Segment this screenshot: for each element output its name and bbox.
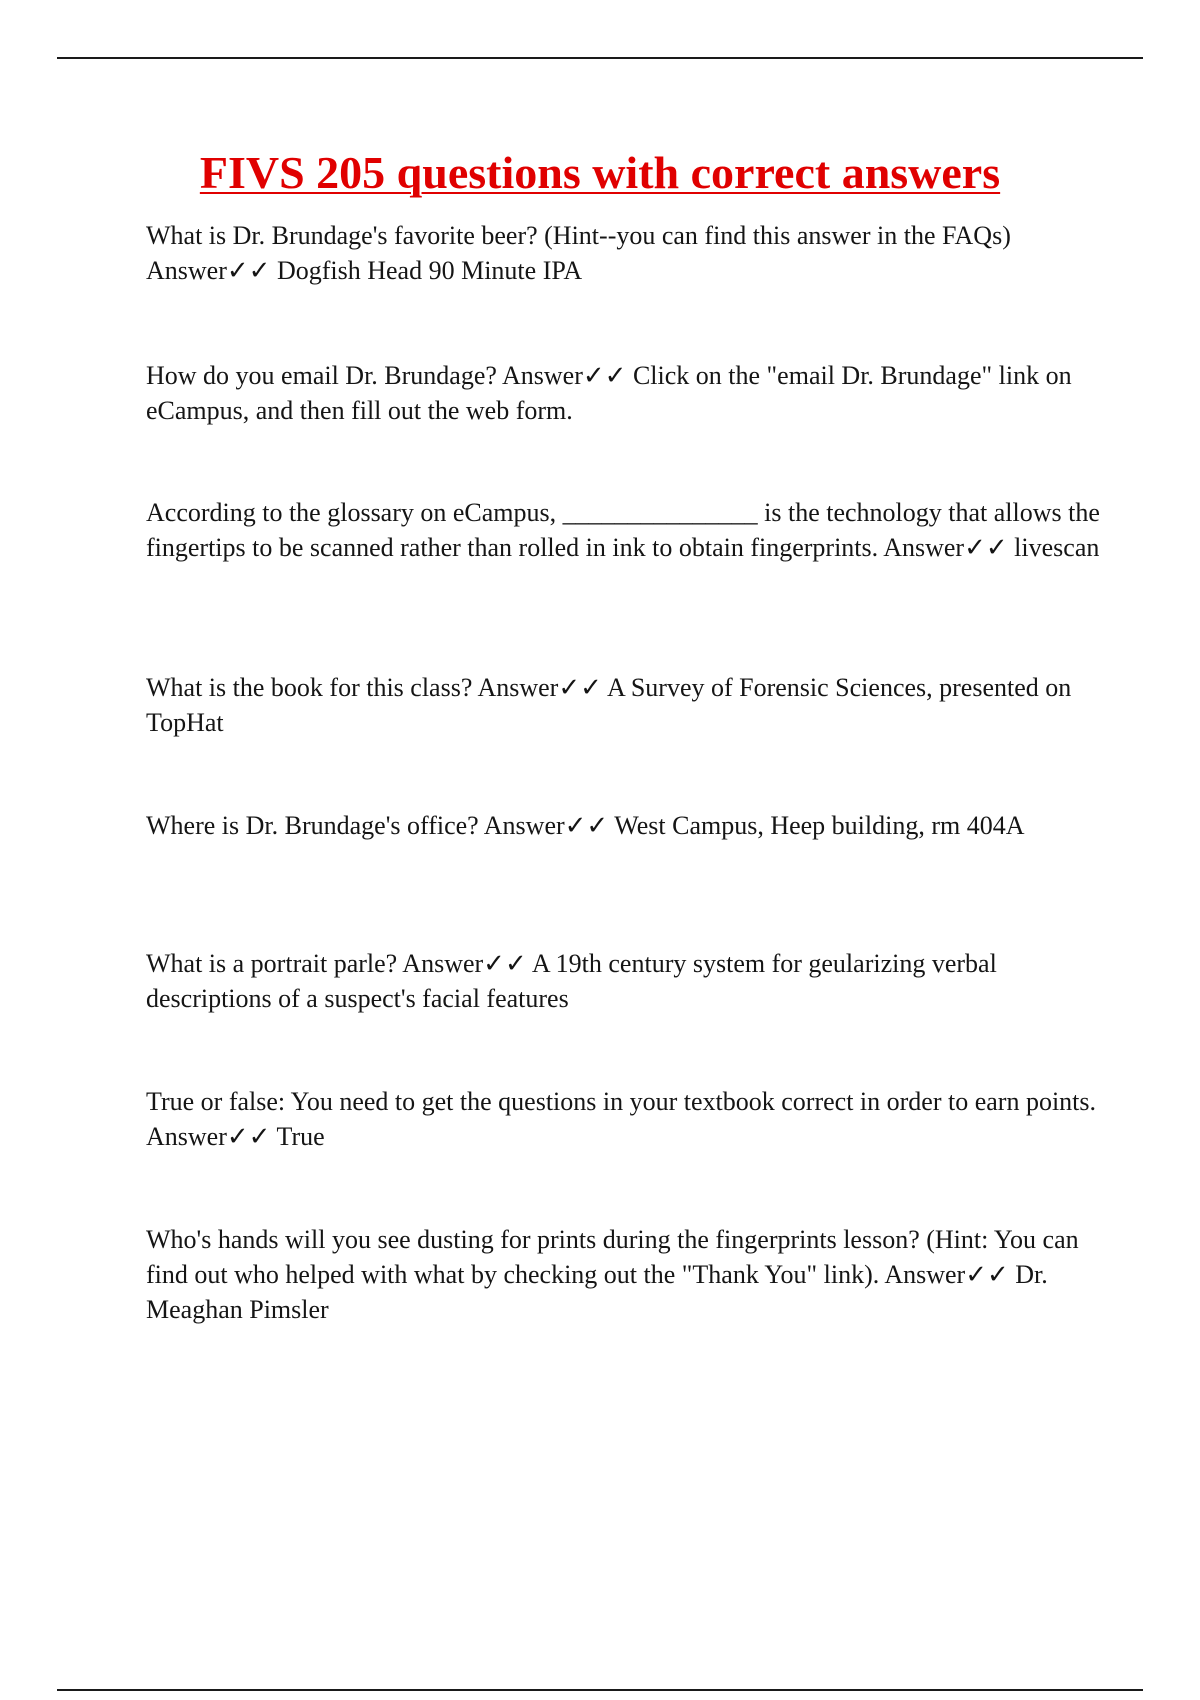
answer-label: Answer✓✓ — [883, 533, 1008, 562]
answer-label: Answer✓✓ — [502, 361, 627, 390]
question-text: What is the book for this class? — [146, 673, 473, 702]
question-text: Where is Dr. Brundage's office? — [146, 811, 479, 840]
answer-text: Dr. Meaghan Pimsler — [146, 1260, 1048, 1324]
qa-item-1 — [146, 218, 1106, 288]
top-rule — [57, 57, 1143, 59]
answer-label: Answer✓✓ — [477, 673, 602, 702]
answer-text: West Campus, Heep building, rm 404A — [614, 811, 1025, 840]
question-text: True or false: You need to get the questions in your textbook correct in order to earn points. — [146, 1087, 1097, 1116]
qa-item-6 — [146, 946, 1106, 1016]
answer-label: Answer✓✓ — [146, 1122, 271, 1151]
answer-text: livescan — [1014, 533, 1100, 562]
answer-text: True — [276, 1122, 325, 1151]
answer-text: Click on the "email Dr. Brundage" link on eCampus, and then fill out the web form. — [146, 361, 1072, 425]
question-text: According to the glossary on eCampus, _______________ is the technology that allows the fingertips to be scanned rather than rolled in ink to obtain fingerprints. — [146, 498, 1100, 562]
qa-item-5 — [146, 808, 1106, 843]
question-text: What is Dr. Brundage's favorite beer? (Hint--you can find this answer in the FAQs) — [146, 221, 1011, 250]
answer-text: A Survey of Forensic Sciences, presented on TopHat — [146, 673, 1072, 737]
question-text: What is a portrait parle? — [146, 949, 398, 978]
qa-item-4 — [146, 670, 1106, 740]
answer-label: Answer✓✓ — [146, 256, 271, 285]
qa-item-8 — [146, 1222, 1106, 1327]
qa-item-7 — [146, 1084, 1106, 1154]
answer-text: A 19th century system for geularizing verbal descriptions of a suspect's facial features — [146, 949, 997, 1013]
answer-label: Answer✓✓ — [483, 811, 609, 840]
question-text: Who's hands will you see dusting for prints during the fingerprints lesson? (Hint: You can find out who helped with what by checking out the "Thank You" link). — [146, 1225, 1079, 1289]
qa-item-3 — [146, 495, 1106, 565]
question-text: How do you email Dr. Brundage? — [146, 361, 497, 390]
answer-text: Dogfish Head 90 Minute IPA — [276, 256, 583, 285]
answer-label: Answer✓✓ — [884, 1260, 1009, 1289]
page-title: FIVS 205 questions with correct answers — [199, 147, 1001, 198]
qa-item-2 — [146, 358, 1106, 428]
answer-label: Answer✓✓ — [402, 949, 527, 978]
bottom-rule — [57, 1689, 1143, 1691]
